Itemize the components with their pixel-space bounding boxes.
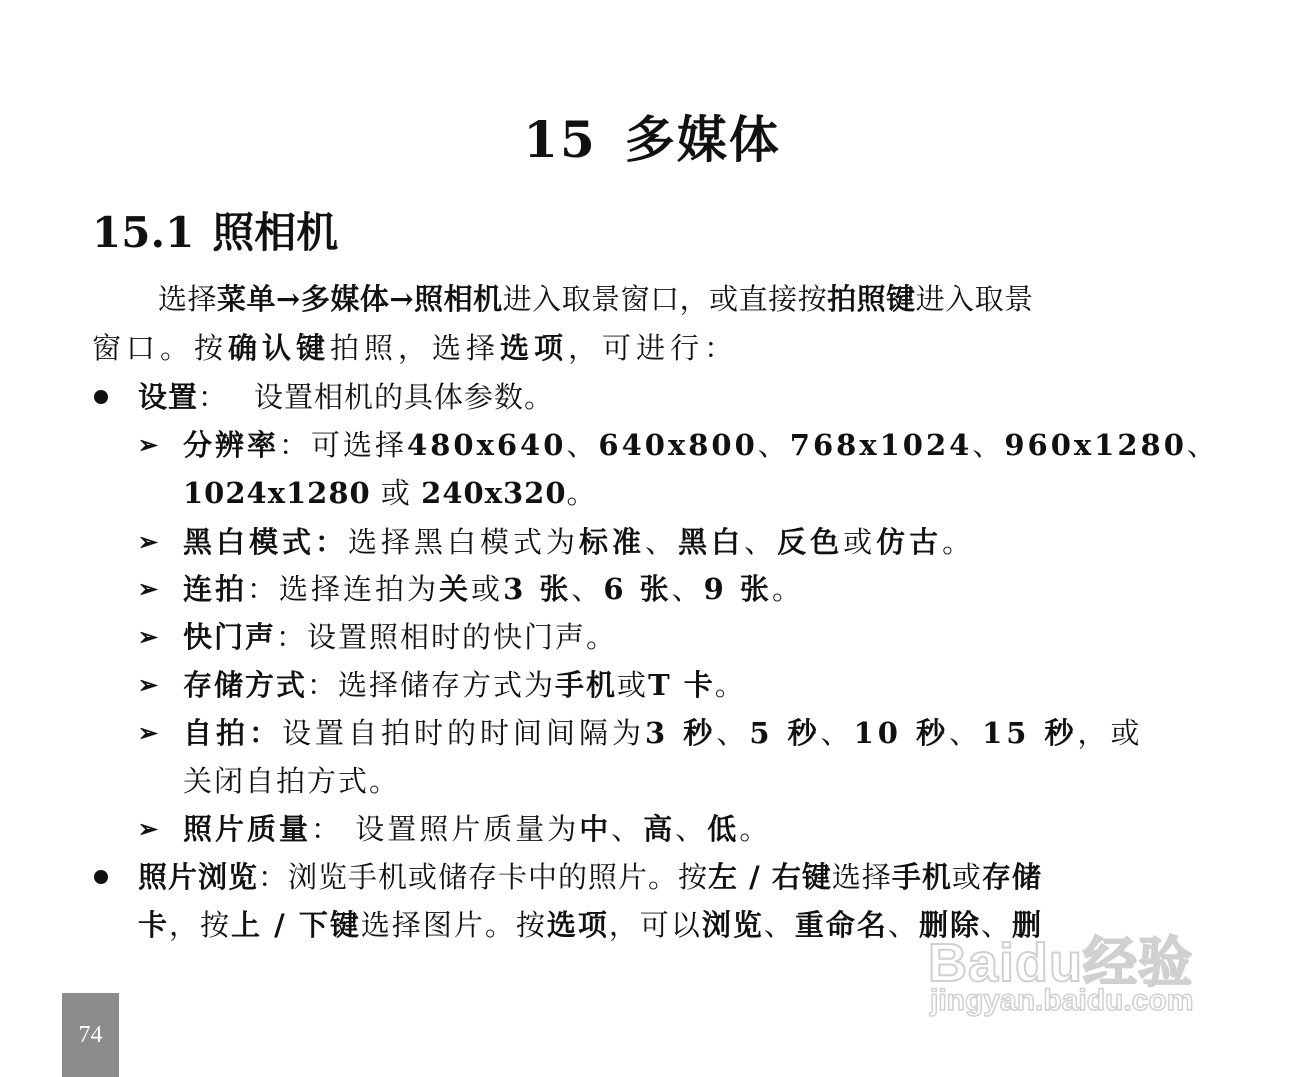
section-number: 15.1: [92, 208, 195, 257]
arrow-bullet-icon: ➢: [138, 814, 159, 843]
resolution-label: 分辨率: [183, 428, 280, 462]
bw-mode-label: 黑白模式：: [183, 525, 349, 559]
text: 、: [671, 572, 704, 606]
intro-line-2: [92, 330, 738, 366]
selftimer-line-2: [183, 763, 400, 799]
text: 、: [820, 716, 854, 750]
text: 或: [370, 476, 422, 510]
browse-label: 照片浏览: [138, 860, 259, 894]
arrow-bullet-icon: ➢: [138, 670, 159, 699]
text: 、: [757, 428, 790, 462]
section-name: 照相机: [212, 208, 339, 257]
text: ：设置照相时的快门声。: [276, 620, 618, 654]
option: 15 秒: [982, 716, 1078, 750]
watermark-brand: Baidu经验: [928, 933, 1194, 993]
text: ，按: [169, 908, 232, 942]
arrow-bullet-icon: ➢: [138, 527, 159, 556]
text: 、: [744, 525, 778, 559]
value: 768x1024: [789, 428, 973, 462]
text: 或: [843, 525, 877, 559]
text: 。: [714, 668, 746, 702]
option: 3 张: [503, 572, 572, 606]
text: 、: [611, 812, 644, 846]
bw-mode-line: [183, 524, 975, 560]
text: ： 设置照片质量为: [311, 812, 580, 846]
text: ：浏览手机或储存卡中的照片。按: [258, 860, 709, 894]
page-number: 74: [78, 1021, 103, 1048]
selftimer-label: 自拍：: [183, 716, 283, 750]
text: 、: [887, 908, 919, 942]
burst-label: 连拍: [183, 572, 248, 606]
text: 、: [980, 908, 1012, 942]
text: 、: [675, 812, 708, 846]
key-name: 确认键: [228, 331, 331, 365]
value: 240x320: [421, 476, 567, 510]
arrow-bullet-icon: ➢: [138, 430, 159, 459]
option: 反色: [777, 525, 844, 559]
text: ：: [198, 380, 229, 414]
option: 卡: [138, 908, 170, 942]
text: 。: [739, 812, 772, 846]
arrow-bullet-icon: ➢: [138, 718, 159, 747]
text: 。: [942, 525, 976, 559]
option: 重命名: [794, 908, 888, 942]
text: 。: [771, 572, 804, 606]
text: 或: [471, 572, 504, 606]
option: 手机: [555, 668, 618, 702]
option: 10 秒: [853, 716, 950, 750]
text: 设置自拍时的时间间隔为: [282, 716, 646, 750]
key-name: 上 / 下键: [231, 908, 361, 942]
text: ，可以: [608, 908, 702, 942]
option: 关: [439, 572, 472, 606]
text: 、: [571, 572, 604, 606]
watermark-url: jingyan.baidu.com: [930, 984, 1194, 1017]
shutter-label: 快门声: [183, 620, 277, 654]
option: 中: [579, 812, 612, 846]
shutter-line: [183, 619, 617, 655]
text: ，可进行：: [568, 331, 739, 365]
text: 拍照，选择: [330, 331, 501, 365]
text: ：选择连拍为: [247, 572, 440, 606]
option: T 卡: [648, 668, 715, 702]
option: 6 张: [603, 572, 672, 606]
intro-line-1: [158, 281, 1034, 317]
option: 3 秒: [645, 716, 717, 750]
text: 进入取景窗口，或直接按: [502, 282, 828, 316]
text: 关闭自拍方式。: [183, 764, 401, 798]
bullet-dot-icon: [94, 390, 108, 404]
option: 存储: [981, 860, 1042, 894]
arrow-bullet-icon: ➢: [138, 622, 159, 651]
text: 、: [566, 428, 599, 462]
option: 黑白: [678, 525, 745, 559]
bullet-dot-icon: [94, 870, 108, 884]
text: 、: [716, 716, 750, 750]
text: 选择: [831, 860, 892, 894]
chapter-title: [0, 100, 1304, 172]
option: 仿古: [876, 525, 943, 559]
text: 、: [1186, 428, 1219, 462]
text: 或: [617, 668, 649, 702]
menu-path: 菜单→多媒体→照相机: [217, 282, 503, 316]
chapter-name: 多媒体: [624, 110, 781, 169]
option: 删: [1011, 908, 1043, 942]
text: 窗口。按: [92, 331, 229, 365]
baidu-watermark: [928, 920, 1228, 1030]
value: 1024x1280: [183, 476, 371, 510]
storage-line: [183, 667, 746, 703]
option: 标准: [579, 525, 646, 559]
key-name: 选项: [546, 908, 609, 942]
quality-label: 照片质量: [183, 812, 312, 846]
text: 、: [949, 716, 983, 750]
storage-label: 存储方式: [183, 668, 308, 702]
settings-desc: 设置相机的具体参数。: [254, 380, 555, 414]
text: 或: [951, 860, 982, 894]
resolution-line-2: [183, 475, 597, 511]
settings-label: 设置: [138, 380, 199, 414]
text: 选择图片。按: [360, 908, 547, 942]
key-name: 左 / 右键: [708, 860, 832, 894]
browse-line-1: [138, 859, 1042, 895]
option: 低: [707, 812, 740, 846]
option: 高: [643, 812, 676, 846]
section-title: [92, 200, 338, 260]
text: 、: [763, 908, 795, 942]
quality-line: [183, 811, 771, 847]
selftimer-line-1: [183, 715, 1144, 751]
chapter-number: 15: [523, 110, 597, 169]
value: 480x640: [407, 428, 567, 462]
text: ，或: [1077, 716, 1144, 750]
value: 960x1280: [1004, 428, 1187, 462]
text: 、: [645, 525, 679, 559]
arrow-bullet-icon: ➢: [138, 574, 159, 603]
option: 9 张: [703, 572, 772, 606]
text: 选择: [158, 282, 218, 316]
option: 删除: [918, 908, 981, 942]
text: 、: [972, 428, 1005, 462]
browse-line-2: [138, 907, 1043, 943]
text: 选择黑白模式为: [348, 525, 580, 559]
burst-line: [183, 571, 804, 607]
option: 浏览: [701, 908, 764, 942]
text: 进入取景: [915, 282, 1034, 316]
key-name: 选项: [500, 331, 569, 365]
value: 640x800: [598, 428, 758, 462]
text: ：可选择: [279, 428, 408, 462]
key-name: 拍照键: [827, 282, 916, 316]
resolution-line-1: [183, 427, 1219, 463]
text: ：选择储存方式为: [307, 668, 556, 702]
page-number-box: [62, 993, 119, 1077]
text: 。: [566, 476, 597, 510]
settings-line: [138, 379, 554, 415]
option: 5 秒: [749, 716, 821, 750]
option: 手机: [891, 860, 952, 894]
